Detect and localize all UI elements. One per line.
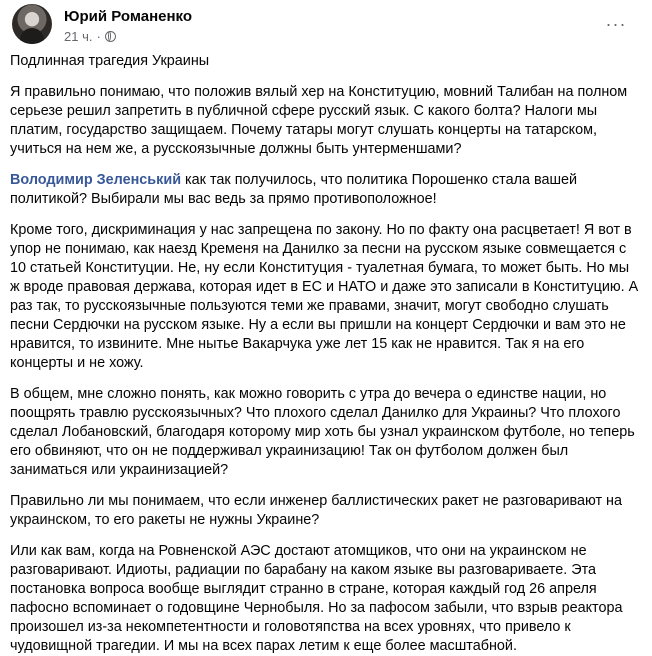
post-body bbox=[10, 52, 642, 656]
post-paragraph-1: Я правильно понимаю, что положив вялый хер на Конституцию, мовний Талибан на полном серьезе решил запретить в публичной сфере русский язык. С какого болта? Налоги мы платим, государство защищаем. Почему татары могут слушать концерты на татарском, учиться на нем же, а русскоязычные должны быть унтерменшами? bbox=[10, 84, 628, 157]
author-avatar[interactable] bbox=[12, 4, 52, 44]
post-meta bbox=[64, 29, 116, 44]
post-title: Подлинная трагедия Украины bbox=[10, 53, 210, 69]
post-header bbox=[10, 0, 642, 52]
post-paragraph-6: Или как вам, когда на Ровненской АЭС достают атомщиков, что они на украинском не разговаривают. Идиоты, радиации по барабану на каком языке вы разговариваете. Эта постановка вопроса вообще выглядит странно в стране, которая каждый год 26 апреля пафосно вспоминает о годовщине Чернобыля. Но за пафосом забыли, что взрыв реактора произошел из-за некомпетентности и головотяпства на всех уровнях, что привело к чудовищной трагедии. И мы на всех парах летим к еще более масштабной. bbox=[10, 543, 623, 654]
author-name[interactable]: Юрий Романенко bbox=[64, 8, 193, 25]
mention-link[interactable]: Володимир Зеленський bbox=[10, 172, 182, 188]
globe-icon[interactable] bbox=[105, 31, 116, 42]
post-paragraph-3: Кроме того, дискриминация у нас запрещена по закону. Но по факту она расцветает! Я вот в упор не понимаю, как наезд Кременя на Данилко за песни на русском языке совмещается с 10 статьей Конституции. Не, ну если Конституция - туалетная бумага, то может быть. Но мы ж вроде правовая держава, которая идет в ЕС и НАТО и даже это записали в Конституцию. А раз так, то русскоязычные пользуются теми же правами, значит, могут свободно слушать песни Сердючки на русском языке. Ну а если вы пришли на концерт Сердючки и вам это не нравится, то извините. Мне нытье Вакарчука уже лет 15 как не нравится. Так я на его концерты и не хожу. bbox=[10, 222, 639, 371]
mention-paragraph-text: как так получилось, что политика Порошенко стала вашей политикой? Выбирали мы вас ведь за прямо противоположное! bbox=[10, 172, 578, 207]
post-paragraph-4: В общем, мне сложно понять, как можно говорить с утра до вечера о единстве нации, но поощрять травлю русскоязычных? Что плохого сделал Данилко для Украины? Что плохого сделал Лобановский, благодаря которому мир хоть бы узнал украинском футболе, но теперь его обвиняют, что он не поддерживал украинизацию! Так он футболом должен был заниматься или украинизацией? bbox=[10, 386, 635, 478]
meta-separator: · bbox=[96, 29, 101, 44]
post-timestamp[interactable]: 21 ч. bbox=[64, 29, 93, 44]
post-paragraph-mention bbox=[10, 171, 642, 209]
post-paragraph-5: Правильно ли мы понимаем, что если инженер баллистических ракет не разговаривают на украинском, то его ракеты не нужны Украине? bbox=[10, 493, 622, 528]
more-options-button[interactable]: ··· bbox=[605, 13, 627, 34]
